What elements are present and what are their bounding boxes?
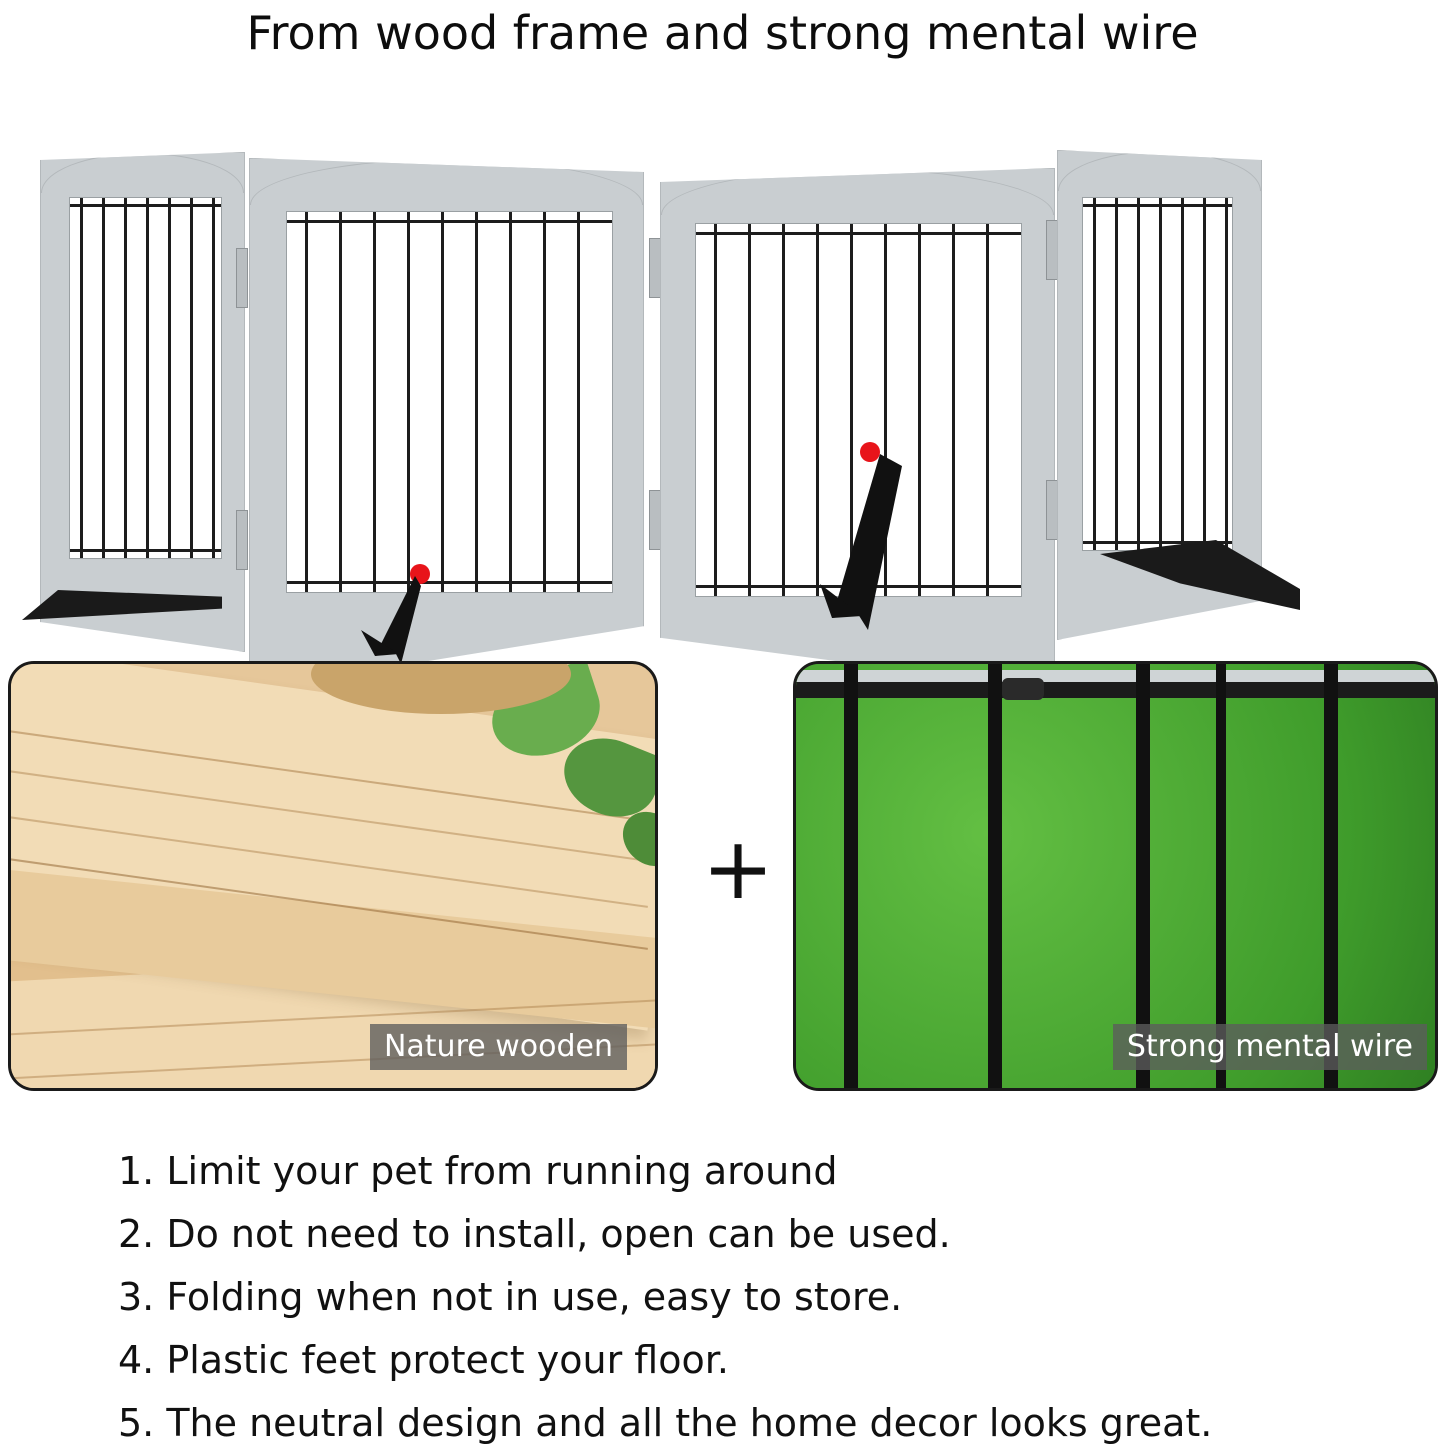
wire-vertical xyxy=(1225,198,1228,550)
wire-vertical xyxy=(190,198,193,558)
panel-arch-4 xyxy=(1058,151,1261,191)
wire-vertical xyxy=(80,198,83,558)
wire-vertical xyxy=(373,212,376,592)
gate-panel-1 xyxy=(40,152,245,652)
wire-vertical xyxy=(986,224,989,596)
panel-wire-area-2 xyxy=(286,211,613,593)
list-item: 2. Do not need to install, open can be used. xyxy=(118,1212,951,1256)
wire-vertical xyxy=(844,664,858,1088)
gate-hinge xyxy=(236,510,248,570)
wire-vertical xyxy=(102,198,105,558)
list-item: 3. Folding when not in use, easy to store. xyxy=(118,1275,903,1319)
wire-vertical xyxy=(1159,198,1162,550)
wire-vertical xyxy=(212,198,215,558)
gate-hinge xyxy=(649,490,661,550)
wire-vertical xyxy=(1203,198,1206,550)
gate-hinge xyxy=(1046,480,1058,540)
wire-vertical xyxy=(1181,198,1184,550)
panel-wire-area-1 xyxy=(69,197,222,559)
wire-weld-node xyxy=(1002,678,1044,700)
wire-vertical xyxy=(305,212,308,592)
wire-vertical xyxy=(407,212,410,592)
wire-vertical xyxy=(146,198,149,558)
wire-vertical xyxy=(168,198,171,558)
wire-vertical xyxy=(748,224,751,596)
list-item: 5. The neutral design and all the home decor looks great. xyxy=(118,1401,1213,1445)
caption-wood: Nature wooden xyxy=(370,1024,627,1070)
panel-arch-1 xyxy=(41,153,244,193)
wire-vertical xyxy=(124,198,127,558)
gate-panel-2 xyxy=(249,158,644,690)
wire-vertical xyxy=(475,212,478,592)
wire-vertical xyxy=(1137,198,1140,550)
metal-wire-arrow-icon xyxy=(810,446,930,636)
wire-vertical xyxy=(1093,198,1096,550)
gate-hinge xyxy=(649,238,661,298)
wire-vertical xyxy=(988,664,1002,1088)
wire-rail-highlight xyxy=(796,670,1435,682)
wire-vertical xyxy=(782,224,785,596)
wire-horizontal xyxy=(696,232,1021,235)
product-photo xyxy=(0,70,1445,650)
page-title: From wood frame and strong mental wire xyxy=(246,6,1199,60)
list-item: 1. Limit your pet from running around xyxy=(118,1149,838,1193)
plus-separator: + xyxy=(701,819,775,919)
caption-wire: Strong mental wire xyxy=(1113,1024,1427,1070)
detail-photo-wire xyxy=(793,661,1438,1091)
wire-vertical xyxy=(339,212,342,592)
wire-horizontal xyxy=(287,581,612,584)
gate-hinge xyxy=(236,248,248,308)
wire-vertical xyxy=(577,212,580,592)
panel-arch-2 xyxy=(250,159,643,205)
panel-arch-3 xyxy=(661,169,1054,215)
wire-vertical xyxy=(509,212,512,592)
wire-horizontal xyxy=(1083,204,1232,207)
wire-vertical xyxy=(543,212,546,592)
wire-vertical xyxy=(1115,198,1118,550)
feature-list xyxy=(118,1140,1418,1455)
wood-frame-arrow-icon xyxy=(355,568,435,668)
wire-rail-horizontal xyxy=(796,682,1435,698)
wire-vertical xyxy=(952,224,955,596)
panel-wire-area-4 xyxy=(1082,197,1233,551)
wire-vertical xyxy=(714,224,717,596)
list-item: 4. Plastic feet protect your floor. xyxy=(118,1338,729,1382)
wire-vertical xyxy=(441,212,444,592)
wire-horizontal xyxy=(287,220,612,223)
detail-photo-wood xyxy=(8,661,658,1091)
gate-hinge xyxy=(1046,220,1058,280)
